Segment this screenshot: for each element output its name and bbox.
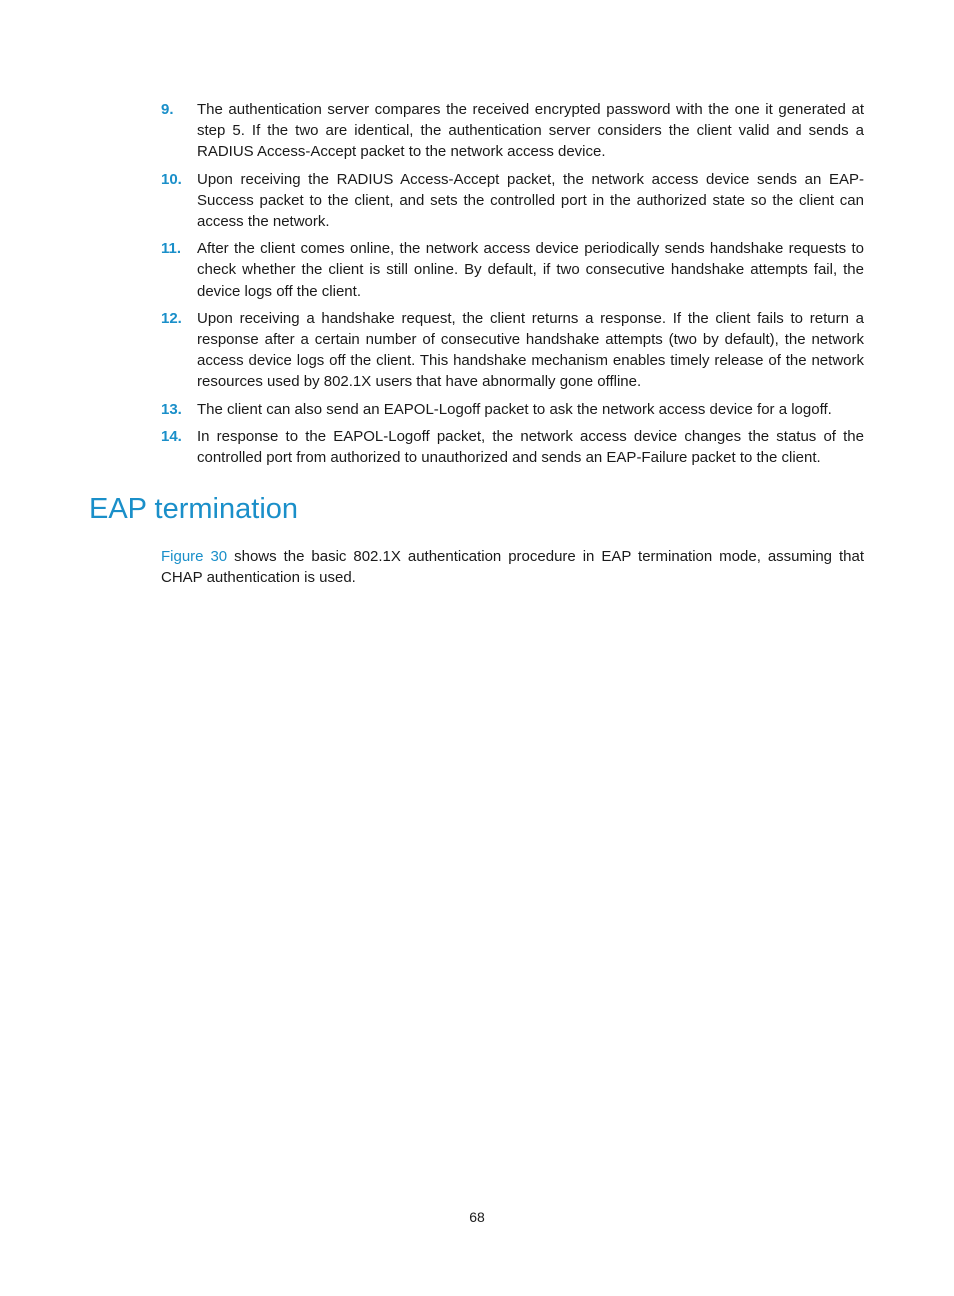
step-text: The authentication server compares the received encrypted password with the one it generated at step 5. If the two are identical, the authentication server considers the client valid and sends a RADIUS Access-Accept packet to the network access device. xyxy=(197,101,864,161)
intro-text: shows the basic 802.1X authentication procedure in EAP termination mode, assuming that CHAP authentication is used. xyxy=(161,548,864,587)
step-item xyxy=(0,169,864,233)
page-number: 68 xyxy=(469,1209,485,1225)
step-item xyxy=(0,238,864,302)
step-text: In response to the EAPOL-Logoff packet, the network access device changes the status of the controlled port from authorized to unauthorized and sends an EAP-Failure packet to the client. xyxy=(197,427,864,467)
step-number: 10. xyxy=(161,170,182,188)
procedure-steps xyxy=(0,99,954,474)
section-intro xyxy=(161,546,864,588)
figure-30-link[interactable]: Figure 30 xyxy=(161,548,228,565)
step-number: 13. xyxy=(161,400,182,418)
step-number: 9. xyxy=(161,101,174,118)
step-item xyxy=(0,426,864,468)
step-number: 14. xyxy=(161,427,182,445)
step-text: Upon receiving a handshake request, the client returns a response. If the client fails to return a response after a certain number of consecutive handshake attempts (two by default), the network access device logs off the client. This handshake mechanism enables timely release of the network resources used by 802.1X users that have abnormally gone offline. xyxy=(197,309,864,391)
step-item xyxy=(0,399,864,420)
step-item xyxy=(0,99,864,163)
step-number: 11. xyxy=(161,240,182,258)
step-text: After the client comes online, the network access device periodically sends handshake requests to check whether the client is still online. By default, if two consecutive handshake attempts fail, the device logs off the client. xyxy=(197,240,864,300)
step-item xyxy=(0,308,864,393)
step-number: 12. xyxy=(161,309,182,327)
section-heading: EAP termination xyxy=(89,493,299,525)
step-text: Upon receiving the RADIUS Access-Accept packet, the network access device sends an EAP-Success packet to the client, and sets the controlled port in the authorized state so the client can access the network. xyxy=(197,170,864,231)
step-text: The client can also send an EAPOL-Logoff packet to ask the network access device for a logoff. xyxy=(197,400,832,418)
